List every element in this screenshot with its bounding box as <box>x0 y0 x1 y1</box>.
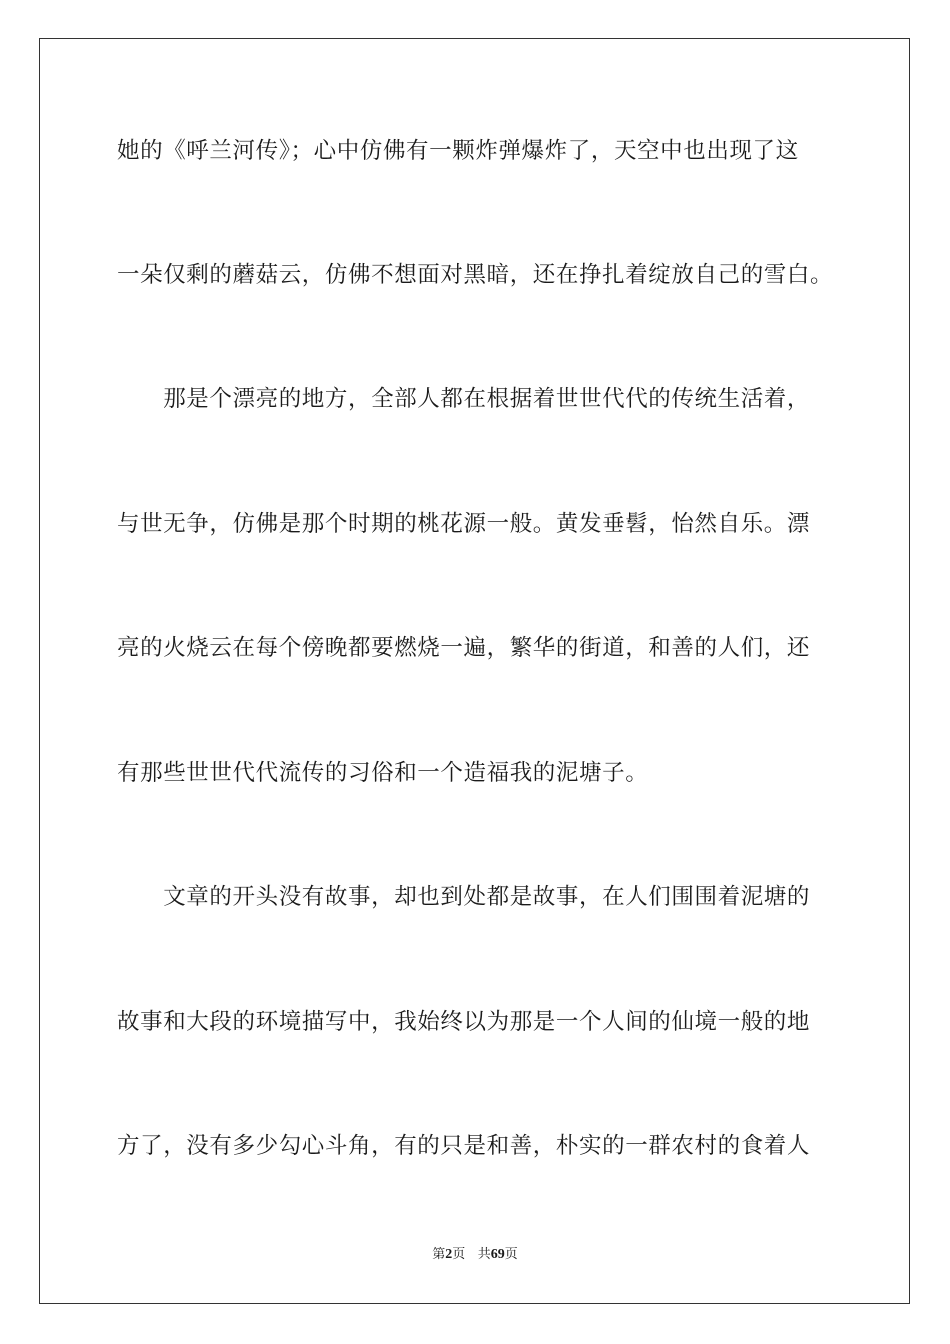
text-line: 那是个漂亮的地方，全部人都在根据着世世代代的传统生活着， <box>117 386 811 412</box>
page-border <box>39 38 910 1304</box>
text-line: 与世无争，仿佛是那个时期的桃花源一般。黄发垂髫，怡然自乐。漂 <box>117 511 811 537</box>
total-suffix: 页 <box>504 1247 518 1262</box>
page-suffix: 页 <box>452 1247 466 1262</box>
page-prefix: 第 <box>432 1247 446 1262</box>
text-line: 有那些世世代代流传的习俗和一个造福我的泥塘子。 <box>117 760 649 786</box>
text-line: 一朵仅剩的蘑菇云，仿佛不想面对黑暗，还在挣扎着绽放自己的雪白。 <box>117 262 834 288</box>
text-line: 亮的火烧云在每个傍晚都要燃烧一遍，繁华的街道，和善的人们，还 <box>117 635 811 661</box>
text-line: 故事和大段的环境描写中，我始终以为那是一个人间的仙境一般的地 <box>117 1009 811 1035</box>
text-line: 文章的开头没有故事，却也到处都是故事，在人们围围着泥塘的 <box>117 884 811 910</box>
total-pages: 69 <box>490 1247 505 1262</box>
text-line: 她的《呼兰河传》；心中仿佛有一颗炸弹爆炸了，天空中也出现了这 <box>117 138 799 164</box>
total-prefix: 共 <box>477 1247 491 1262</box>
text-line: 方了，没有多少勾心斗角，有的只是和善，朴实的一群农村的食着人 <box>117 1133 811 1159</box>
page-footer <box>0 1246 950 1264</box>
page-number: 2 <box>445 1247 453 1262</box>
